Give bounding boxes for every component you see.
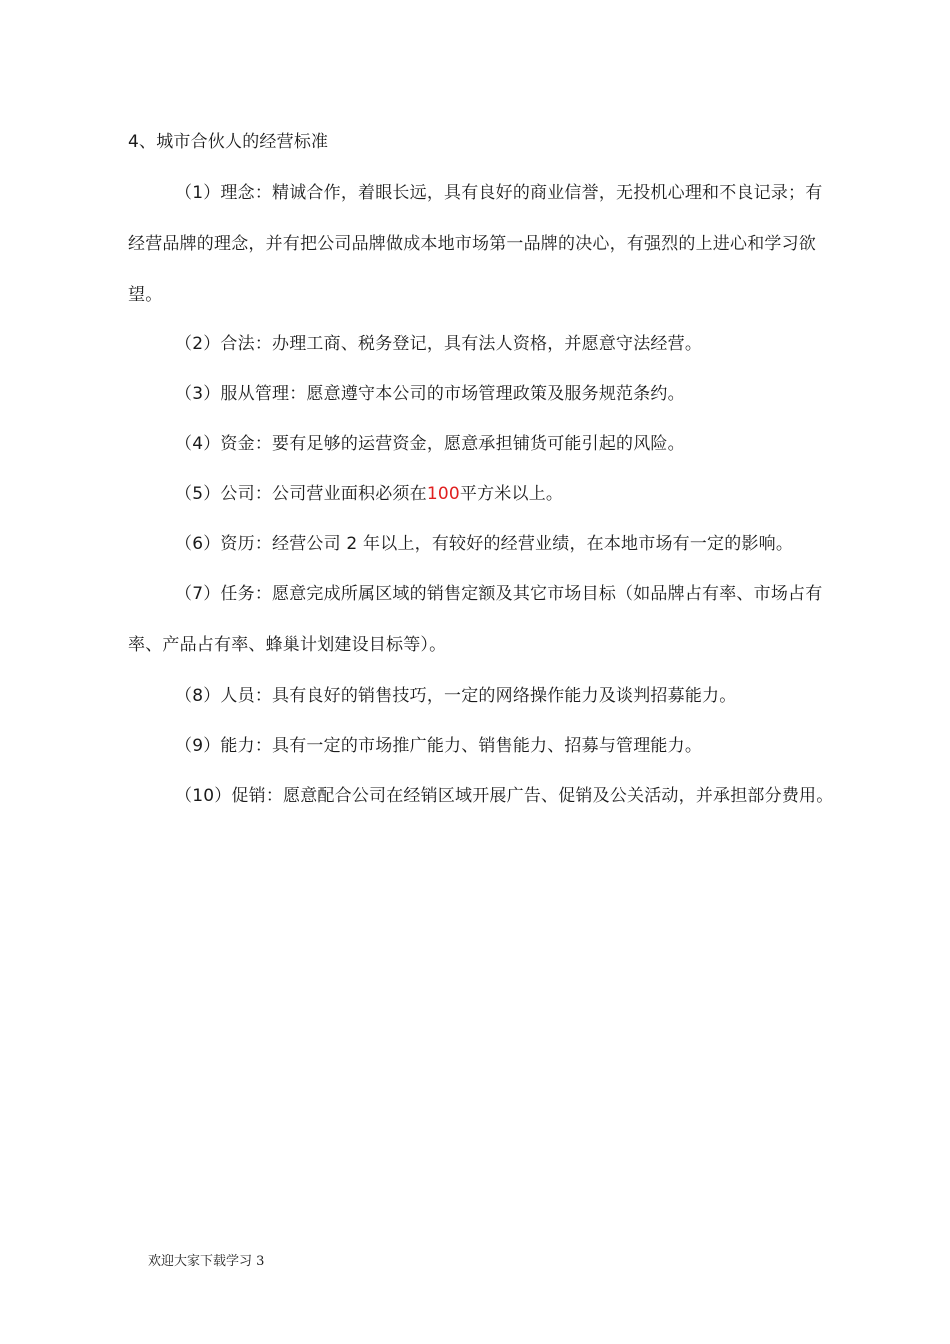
section-heading: 4、城市合伙人的经营标准 <box>128 132 329 152</box>
page-footer: 欢迎大家下载学习 3 <box>148 1254 265 1269</box>
item-7-line-1: （7）任务：愿意完成所属区域的销售定额及其它市场目标（如品牌占有率、市场占有 <box>175 584 823 604</box>
item-1-line-1: （1）理念：精诚合作，着眼长远，具有良好的商业信誉，无投机心理和不良记录；有 <box>175 183 823 203</box>
item-5-text-before: （5）公司：公司营业面积必须在 <box>175 484 427 504</box>
item-4: （4）资金：要有足够的运营资金，愿意承担铺货可能引起的风险。 <box>175 434 685 454</box>
item-2: （2）合法：办理工商、税务登记，具有法人资格，并愿意守法经营。 <box>175 334 703 354</box>
item-7-line-2: 率、产品占有率、蜂巢计划建设目标等）。 <box>128 635 447 655</box>
item-10: （10）促销：愿意配合公司在经销区域开展广告、促销及公关活动，并承担部分费用。 <box>175 786 834 806</box>
item-1-line-2: 经营品牌的理念，并有把公司品牌做成本地市场第一品牌的决心，有强烈的上进心和学习欲 <box>128 234 816 254</box>
item-5 <box>175 482 563 506</box>
item-8: （8）人员：具有良好的销售技巧，一定的网络操作能力及谈判招募能力。 <box>175 686 737 706</box>
item-5-text-after: 平方米以上。 <box>459 484 564 504</box>
item-3: （3）服从管理：愿意遵守本公司的市场管理政策及服务规范条约。 <box>175 384 685 404</box>
item-5-highlight-number: 100 <box>426 484 460 504</box>
item-6: （6）资历：经营公司 2 年以上，有较好的经营业绩，在本地市场有一定的影响。 <box>175 534 794 554</box>
item-1-line-3: 望。 <box>128 285 163 305</box>
item-9: （9）能力：具有一定的市场推广能力、销售能力、招募与管理能力。 <box>175 736 703 756</box>
